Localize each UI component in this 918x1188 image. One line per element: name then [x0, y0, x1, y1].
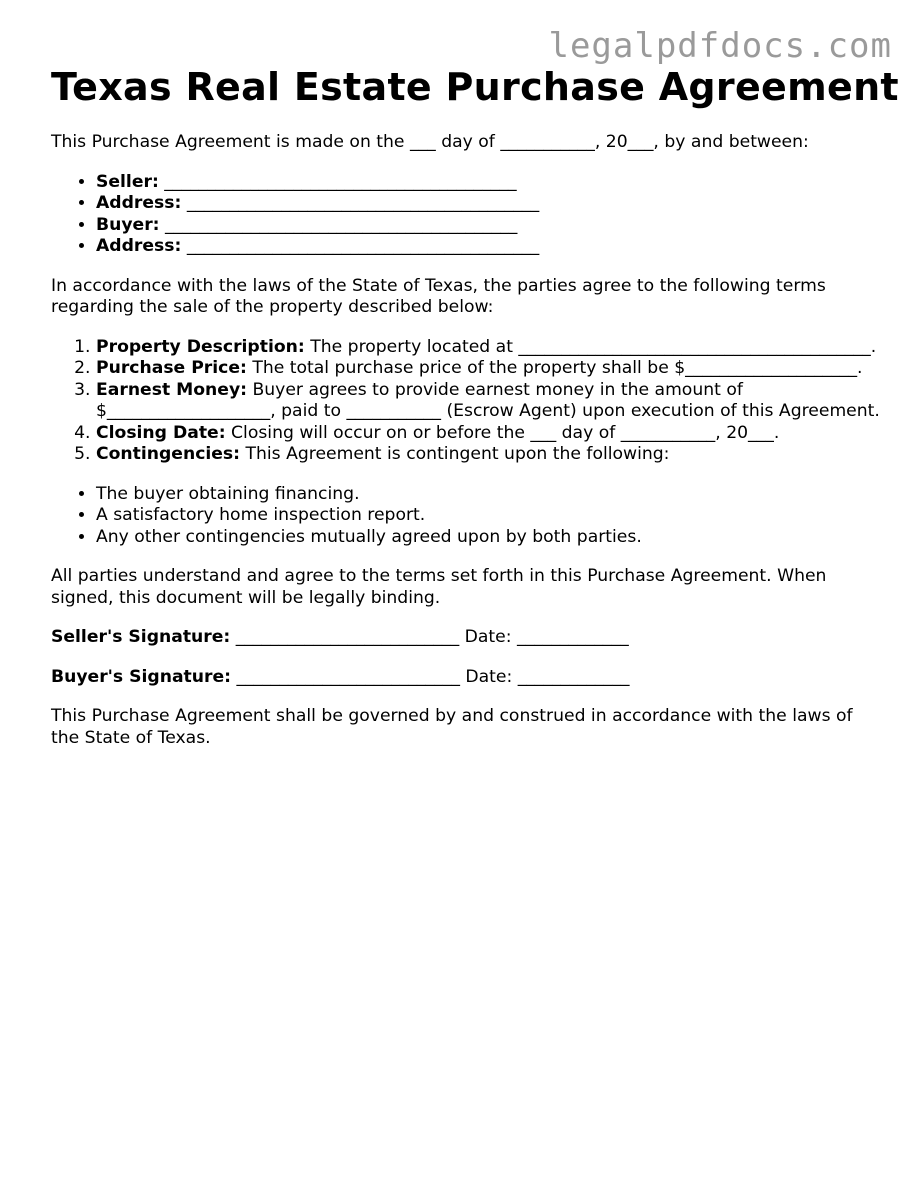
party-buyer — [96, 215, 881, 237]
buyer-label: Buyer: — [96, 214, 160, 235]
contingency-item: • The buyer obtaining financing. — [96, 484, 881, 506]
buyer-signature-line — [51, 667, 881, 689]
agreement-paragraph: All parties understand and agree to the terms set forth in this Purchase Agreement. When signed, this document will be legally binding. — [51, 566, 827, 608]
term-label: Contingencies: — [96, 444, 241, 464]
seller-signature-line — [51, 627, 881, 649]
term-label: Purchase Price: — [96, 358, 247, 378]
term-purchase-price — [96, 358, 881, 380]
term-label: Earnest Money: — [96, 379, 248, 400]
buyer-signature-blank: __________________________ Date: _____________ — [231, 666, 630, 687]
terms-list — [51, 337, 881, 466]
governing-law-paragraph: This Purchase Agreement shall be governed by and construed in accordance with the laws of the State of Texas. — [51, 706, 853, 748]
term-contingencies — [96, 444, 881, 466]
buyer-address-blank: _________________________________________ — [181, 236, 540, 256]
contingencies-list — [51, 484, 881, 549]
party-seller — [96, 172, 881, 194]
seller-address-blank: _________________________________________ — [181, 193, 540, 213]
buyer-signature-label: Buyer's Signature: — [51, 666, 232, 687]
contingency-item: • Any other contingencies mutually agreed upon by both parties. — [96, 527, 881, 549]
seller-signature-label: Seller's Signature: — [51, 627, 231, 647]
seller-address-label: Address: — [96, 193, 182, 213]
parties-list — [51, 172, 881, 258]
party-seller-address — [96, 193, 881, 215]
contingency-item: • A satisfactory home inspection report. — [96, 505, 881, 527]
seller-label: Seller: — [96, 171, 159, 192]
term-label: Closing Date: — [96, 422, 226, 443]
term-text: Buyer agrees to provide earnest money in the amount of $___________________, paid to ___________ (Escrow Agent) upon execution of this Agreement. — [96, 379, 880, 421]
document-title: Texas Real Estate Purchase Agreement — [51, 65, 899, 109]
buyer-blank: _________________________________________ — [159, 214, 518, 235]
seller-blank: _________________________________________ — [158, 171, 517, 192]
term-property-description — [96, 337, 881, 359]
term-earnest-money — [96, 380, 881, 423]
seller-signature-blank: __________________________ Date: _____________ — [230, 627, 629, 647]
term-text: This Agreement is contingent upon the following: — [240, 444, 670, 464]
intro-paragraph: This Purchase Agreement is made on the ___ day of ___________, 20___, by and between: — [51, 132, 809, 152]
term-closing-date — [96, 423, 881, 445]
term-text: The total purchase price of the property shall be $____________________. — [246, 358, 863, 378]
document-body — [51, 132, 881, 749]
term-text: The property located at _________________________________________. — [304, 336, 877, 357]
party-buyer-address — [96, 236, 881, 258]
site-watermark: legalpdfdocs.com — [548, 26, 892, 66]
buyer-address-label: Address: — [96, 236, 182, 256]
laws-paragraph: In accordance with the laws of the State of Texas, the parties agree to the following terms regarding the sale of the property described below: — [51, 275, 826, 317]
term-text: Closing will occur on or before the ___ day of ___________, 20___. — [225, 422, 780, 443]
term-label: Property Description: — [96, 336, 305, 357]
